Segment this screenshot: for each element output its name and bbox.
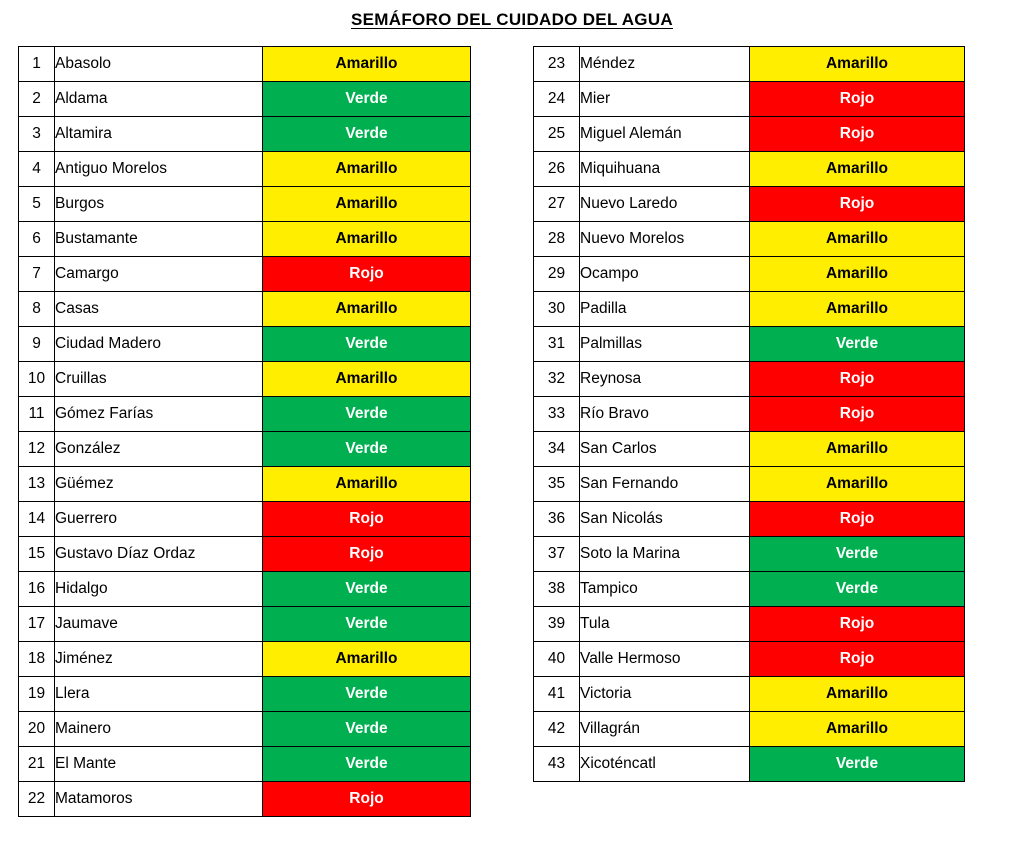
status-badge: Amarillo — [750, 257, 965, 292]
municipality-name: San Fernando — [580, 467, 750, 502]
status-badge: Verde — [750, 537, 965, 572]
table-row — [534, 537, 965, 572]
municipality-name: Victoria — [580, 677, 750, 712]
municipality-name: Güémez — [55, 467, 263, 502]
status-badge: Rojo — [750, 362, 965, 397]
municipality-name: González — [55, 432, 263, 467]
row-number: 23 — [534, 47, 580, 82]
municipality-name: Río Bravo — [580, 397, 750, 432]
municipality-name: Reynosa — [580, 362, 750, 397]
table-row — [19, 537, 471, 572]
row-number: 21 — [19, 747, 55, 782]
row-number: 13 — [19, 467, 55, 502]
municipality-name: Ocampo — [580, 257, 750, 292]
status-badge: Rojo — [263, 257, 471, 292]
municipality-name: Soto la Marina — [580, 537, 750, 572]
table-row — [19, 187, 471, 222]
municipality-name: El Mante — [55, 747, 263, 782]
row-number: 30 — [534, 292, 580, 327]
municipality-name: Hidalgo — [55, 572, 263, 607]
table-row — [534, 292, 965, 327]
row-number: 37 — [534, 537, 580, 572]
status-badge: Rojo — [263, 782, 471, 817]
municipality-name: Valle Hermoso — [580, 642, 750, 677]
table-row — [19, 467, 471, 502]
table-row — [19, 677, 471, 712]
table-row — [534, 572, 965, 607]
status-badge: Amarillo — [750, 47, 965, 82]
table-row — [534, 712, 965, 747]
municipality-name: Gómez Farías — [55, 397, 263, 432]
row-number: 22 — [19, 782, 55, 817]
status-badge: Amarillo — [750, 152, 965, 187]
row-number: 33 — [534, 397, 580, 432]
table-row — [534, 327, 965, 362]
status-badge: Amarillo — [263, 152, 471, 187]
table-row — [19, 432, 471, 467]
municipality-name: Burgos — [55, 187, 263, 222]
municipality-name: Ciudad Madero — [55, 327, 263, 362]
row-number: 4 — [19, 152, 55, 187]
row-number: 6 — [19, 222, 55, 257]
municipality-name: San Nicolás — [580, 502, 750, 537]
status-badge: Verde — [750, 747, 965, 782]
row-number: 19 — [19, 677, 55, 712]
status-badge: Amarillo — [263, 47, 471, 82]
row-number: 11 — [19, 397, 55, 432]
municipality-name: Jiménez — [55, 642, 263, 677]
status-badge: Amarillo — [750, 677, 965, 712]
row-number: 40 — [534, 642, 580, 677]
status-badge: Verde — [263, 607, 471, 642]
status-badge: Rojo — [750, 642, 965, 677]
table-row — [19, 152, 471, 187]
row-number: 9 — [19, 327, 55, 362]
table-row — [19, 712, 471, 747]
municipality-name: San Carlos — [580, 432, 750, 467]
municipality-name: Padilla — [580, 292, 750, 327]
table-row — [534, 747, 965, 782]
row-number: 42 — [534, 712, 580, 747]
table-row — [19, 747, 471, 782]
table-row — [534, 502, 965, 537]
row-number: 29 — [534, 257, 580, 292]
row-number: 31 — [534, 327, 580, 362]
table-row — [19, 397, 471, 432]
municipality-name: Aldama — [55, 82, 263, 117]
municipality-name: Miguel Alemán — [580, 117, 750, 152]
table-row — [534, 432, 965, 467]
table-row — [19, 607, 471, 642]
row-number: 41 — [534, 677, 580, 712]
row-number: 28 — [534, 222, 580, 257]
municipality-name: Casas — [55, 292, 263, 327]
row-number: 24 — [534, 82, 580, 117]
row-number: 38 — [534, 572, 580, 607]
status-badge: Amarillo — [263, 467, 471, 502]
table-row — [19, 47, 471, 82]
row-number: 25 — [534, 117, 580, 152]
status-badge: Rojo — [750, 502, 965, 537]
table-row — [534, 642, 965, 677]
status-badge: Rojo — [263, 502, 471, 537]
table-row — [19, 642, 471, 677]
municipality-name: Palmillas — [580, 327, 750, 362]
municipality-name: Abasolo — [55, 47, 263, 82]
table-body-left — [19, 47, 471, 817]
table-row — [19, 362, 471, 397]
status-badge: Rojo — [750, 117, 965, 152]
status-badge: Amarillo — [263, 187, 471, 222]
table-row — [534, 607, 965, 642]
table-columns — [0, 30, 1024, 817]
status-badge: Amarillo — [263, 222, 471, 257]
table-row — [534, 397, 965, 432]
municipality-name: Nuevo Laredo — [580, 187, 750, 222]
table-row — [534, 257, 965, 292]
municipality-name: Jaumave — [55, 607, 263, 642]
table-row — [534, 47, 965, 82]
municipality-name: Mainero — [55, 712, 263, 747]
municipality-name: Gustavo Díaz Ordaz — [55, 537, 263, 572]
row-number: 17 — [19, 607, 55, 642]
municipality-name: Miquihuana — [580, 152, 750, 187]
row-number: 34 — [534, 432, 580, 467]
status-badge: Rojo — [750, 187, 965, 222]
status-badge: Amarillo — [750, 467, 965, 502]
row-number: 32 — [534, 362, 580, 397]
table-row — [19, 327, 471, 362]
status-badge: Amarillo — [263, 292, 471, 327]
municipality-name: Tula — [580, 607, 750, 642]
row-number: 27 — [534, 187, 580, 222]
row-number: 10 — [19, 362, 55, 397]
row-number: 43 — [534, 747, 580, 782]
row-number: 15 — [19, 537, 55, 572]
municipality-name: Méndez — [580, 47, 750, 82]
municipality-name: Xicoténcatl — [580, 747, 750, 782]
status-badge: Amarillo — [263, 642, 471, 677]
row-number: 39 — [534, 607, 580, 642]
status-badge: Verde — [750, 572, 965, 607]
table-row — [19, 117, 471, 152]
row-number: 2 — [19, 82, 55, 117]
table-row — [534, 117, 965, 152]
status-badge: Rojo — [750, 607, 965, 642]
table-row — [534, 82, 965, 117]
status-badge: Rojo — [750, 82, 965, 117]
left-column — [18, 46, 471, 817]
municipality-name: Nuevo Morelos — [580, 222, 750, 257]
status-badge: Amarillo — [750, 222, 965, 257]
row-number: 7 — [19, 257, 55, 292]
table-body-right — [534, 47, 965, 782]
table-row — [19, 292, 471, 327]
status-badge: Verde — [263, 747, 471, 782]
municipality-name: Camargo — [55, 257, 263, 292]
status-badge: Verde — [263, 677, 471, 712]
table-row — [534, 362, 965, 397]
municipality-name: Mier — [580, 82, 750, 117]
municipality-name: Bustamante — [55, 222, 263, 257]
status-badge: Amarillo — [750, 712, 965, 747]
row-number: 1 — [19, 47, 55, 82]
row-number: 36 — [534, 502, 580, 537]
row-number: 20 — [19, 712, 55, 747]
municipality-name: Tampico — [580, 572, 750, 607]
municipality-name: Matamoros — [55, 782, 263, 817]
page-title: SEMÁFORO DEL CUIDADO DEL AGUA — [351, 10, 673, 29]
semaforo-table-right — [533, 46, 965, 782]
status-badge: Rojo — [263, 537, 471, 572]
row-number: 3 — [19, 117, 55, 152]
table-row — [534, 187, 965, 222]
municipality-name: Antiguo Morelos — [55, 152, 263, 187]
municipality-name: Guerrero — [55, 502, 263, 537]
table-row — [534, 152, 965, 187]
table-row — [534, 677, 965, 712]
table-row — [534, 222, 965, 257]
municipality-name: Llera — [55, 677, 263, 712]
row-number: 26 — [534, 152, 580, 187]
row-number: 16 — [19, 572, 55, 607]
status-badge: Verde — [263, 117, 471, 152]
table-row — [19, 502, 471, 537]
row-number: 12 — [19, 432, 55, 467]
status-badge: Verde — [263, 572, 471, 607]
status-badge: Verde — [750, 327, 965, 362]
table-row — [534, 467, 965, 502]
right-column — [533, 46, 965, 817]
status-badge: Verde — [263, 432, 471, 467]
status-badge: Amarillo — [263, 362, 471, 397]
status-badge: Amarillo — [750, 292, 965, 327]
semaforo-table-left — [18, 46, 471, 817]
row-number: 8 — [19, 292, 55, 327]
table-row — [19, 782, 471, 817]
status-badge: Verde — [263, 82, 471, 117]
row-number: 14 — [19, 502, 55, 537]
status-badge: Verde — [263, 712, 471, 747]
status-badge: Amarillo — [750, 432, 965, 467]
table-row — [19, 222, 471, 257]
row-number: 18 — [19, 642, 55, 677]
municipality-name: Altamira — [55, 117, 263, 152]
status-badge: Rojo — [750, 397, 965, 432]
row-number: 35 — [534, 467, 580, 502]
status-badge: Verde — [263, 327, 471, 362]
table-row — [19, 257, 471, 292]
municipality-name: Villagrán — [580, 712, 750, 747]
table-row — [19, 572, 471, 607]
municipality-name: Cruillas — [55, 362, 263, 397]
status-badge: Verde — [263, 397, 471, 432]
row-number: 5 — [19, 187, 55, 222]
table-row — [19, 82, 471, 117]
